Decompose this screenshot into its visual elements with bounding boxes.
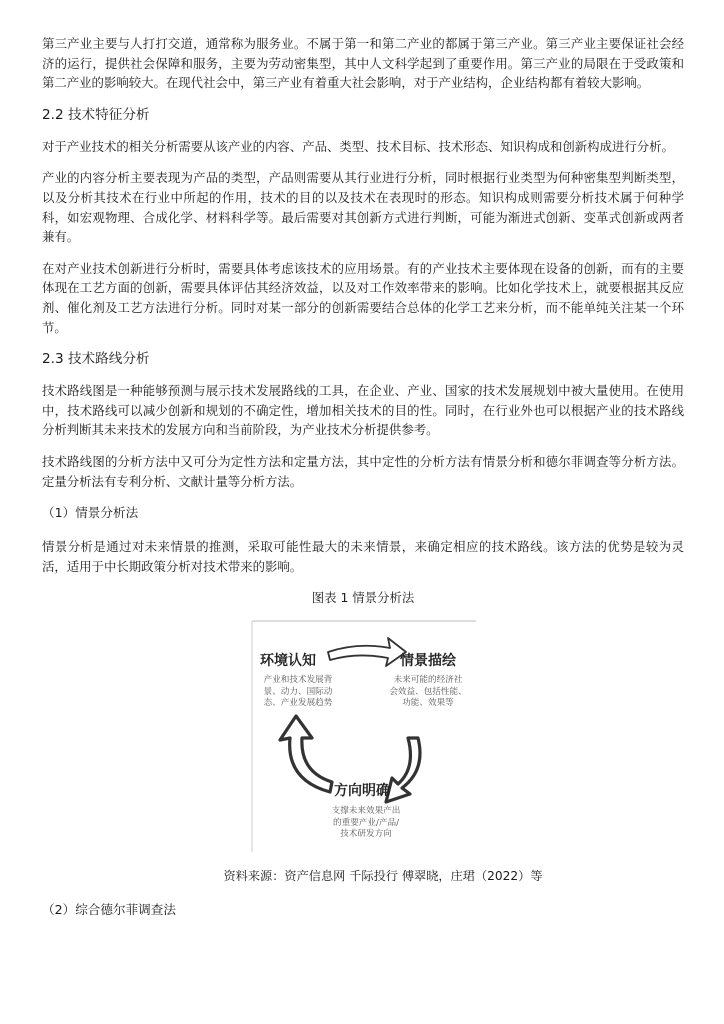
paragraph-innovation-analysis: 在对产业技术创新进行分析时，需要具体考虑该技术的应用场景。有的产业技术主要体现在设备的创新，而有的主要体现在工艺方面的创新，需要具体评估其经济效益，以及对工作效率带来的影响。比如化学技术上，就要根据其反应剂、催化剂及工艺方法进行分析。同时对某一部分的创新需要结合总体的化学工艺来分析，而不能单纯关注某一个环节。 (42, 260, 684, 335)
document-page (42, 34, 684, 920)
subheading-scenario-analysis: （1）情景分析法 (42, 505, 139, 521)
scenario-analysis-figure (250, 620, 478, 856)
node-direction-desc: 支撑未来效果产出 的重要产业/产品/ 技术研发方向 (331, 806, 401, 840)
paragraph-tech-analysis-intro: 对于产业技术的相关分析需要从该产业的内容、产品、类型、技术目标、技术形态、知识构成和创新构成进行分析。 (42, 138, 674, 154)
paragraph-content-analysis: 产业的内容分析主要表现为产品的类型，产品则需要从其行业进行分析，同时根据行业类型为何种密集型判断类型，以及分析其技术在行业中所起的作用，技术的目的以及技术在表现时的形态。知识构成则需要分析技术属于何种学科，如宏观物理、合成化学、材料科学等。最后需要对其创新方式进行判断，可能为渐进式创新、变革式创新或两者兼有。 (42, 170, 684, 245)
arrow-environment-to-scenario (328, 638, 406, 666)
figure-source: 资料来源：资产信息网 千际投行 傅翠晓，庄珺（2022）等 (223, 869, 543, 884)
node-environment-desc: 产业和技术发展背 景、动力、国际动 态、产业发展趋势 (263, 675, 333, 709)
node-environment-title: 环境认知 (260, 653, 316, 670)
paragraph-roadmap-intro: 技术路线图是一种能够预测与展示技术发展路线的工具，在企业、产业、国家的技术发展规划中被大量使用。在使用中，技术路线可以减少创新和规划的不确定性，增加相关技术的目的性。同时，在行业外也可以根据产业的技术路线分析判断其未来技术的发展方向和当前阶段，为产业技术分析提供参考。 (42, 383, 684, 438)
paragraph-tertiary-industry: 第三产业主要与人打打交道，通常称为服务业。不属于第一和第二产业的都属于第三产业。第三产业主要保证社会经济的运行，提供社会保障和服务，主要为劳动密集型，其中人文科学起到了重要作用。第三产业的局限在于受政策和第二产业的影响较大。在现代社会中，第三产业有着重大社会影响，对于产业结构，企业结构都有着较大影响。 (42, 36, 684, 91)
node-scenario-desc: 未来可能的经济社 会效益、包括性能、 功能、效果等 (389, 675, 467, 709)
paragraph-roadmap-methods: 技术路线图的分析方法中又可分为定性方法和定量方法，其中定性的分析方法有情景分析和德尔菲调查等分析方法。定量分析法有专利分析、文献计量等分析方法。 (42, 453, 684, 489)
subheading-delphi-survey: （2）综合德尔菲调查法 (42, 902, 176, 918)
paragraph-scenario-analysis: 情景分析是通过对未来情景的推测，采取可能性最大的未来情景，来确定相应的技术路线。该方法的优势是较为灵活，适用于中长期政策分析对技术带来的影响。 (42, 539, 684, 574)
section-heading-2-3: 2.3 技术路线分析 (42, 351, 150, 368)
arrow-scenario-to-direction (386, 738, 420, 802)
arrow-direction-to-environment (280, 716, 332, 792)
section-heading-2-2: 2.2 技术特征分析 (42, 106, 150, 123)
figure-caption: 图表 1 情景分析法 (311, 590, 415, 606)
node-direction-title: 方向明确 (334, 783, 390, 800)
node-scenario-title: 情景描绘 (400, 653, 456, 670)
